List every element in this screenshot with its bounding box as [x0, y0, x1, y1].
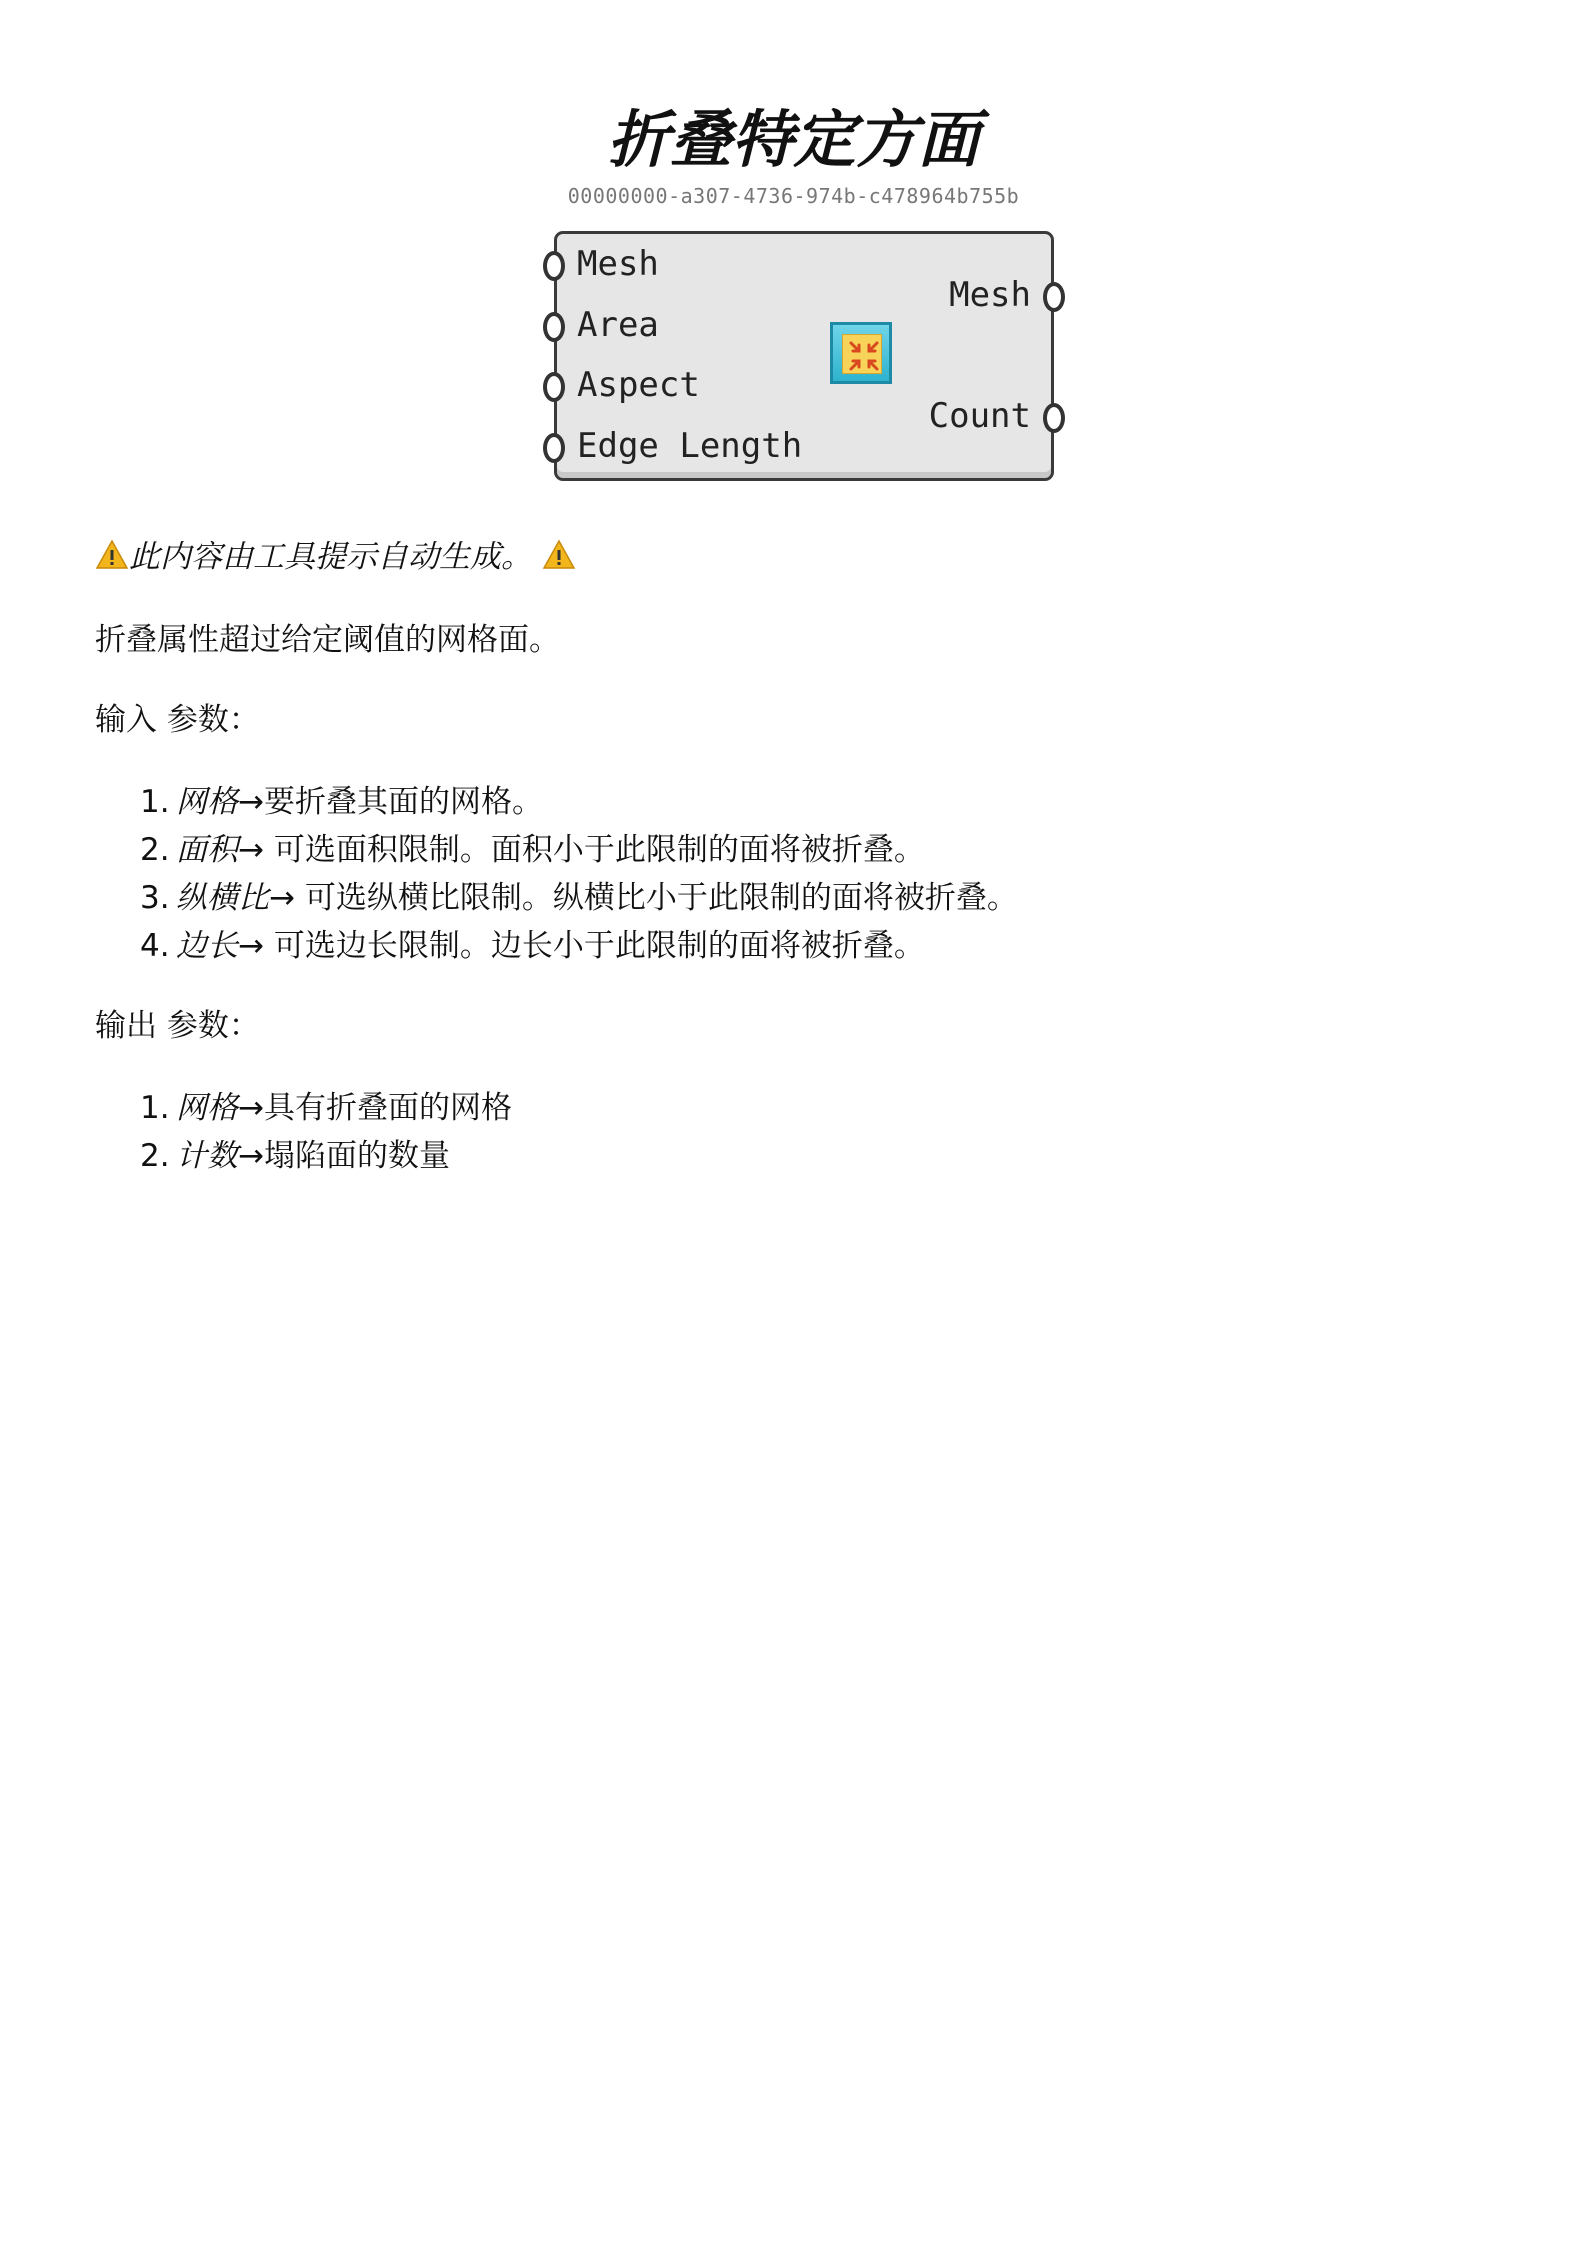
warning-icon: [95, 539, 129, 581]
input-grip-mesh[interactable]: [543, 251, 565, 281]
input-label-area: Area: [577, 305, 659, 345]
warning-icon: [542, 539, 576, 581]
inputs-list: [140, 778, 1018, 970]
inputs-heading: 输入 参数：: [95, 702, 260, 738]
component-description: 折叠属性超过给定阈值的网格面。: [95, 622, 560, 658]
collapse-arrows-icon: [830, 322, 892, 384]
list-item: 1. 网格→要折叠其面的网格。: [140, 784, 543, 820]
input-grip-area[interactable]: [543, 312, 565, 342]
output-grip-count[interactable]: [1043, 403, 1065, 433]
component-guid: 00000000-a307-4736-974b-c478964b755b: [567, 184, 1020, 208]
output-label-mesh: Mesh: [949, 275, 1031, 315]
auto-generated-warning: [95, 537, 576, 581]
outputs-list: [140, 1084, 512, 1180]
input-grip-aspect[interactable]: [543, 372, 565, 402]
list-item: 2. 计数→塌陷面的数量: [140, 1138, 450, 1174]
outputs-heading: 输出 参数：: [95, 1008, 260, 1044]
page-title: 折叠特定方面: [607, 103, 980, 176]
input-grip-edge-length[interactable]: [543, 433, 565, 463]
warning-text: 此内容由工具提示自动生成。: [129, 539, 532, 575]
list-item: 4. 边长→ 可选边长限制。边长小于此限制的面将被折叠。: [140, 928, 925, 964]
input-label-edge-length: Edge Length: [577, 426, 803, 466]
input-label-mesh: Mesh: [577, 244, 659, 284]
list-item: 1. 网格→具有折叠面的网格: [140, 1090, 512, 1126]
list-item: 2. 面积→ 可选面积限制。面积小于此限制的面将被折叠。: [140, 832, 925, 868]
output-label-count: Count: [928, 396, 1031, 436]
grasshopper-component[interactable]: [554, 231, 1054, 481]
output-grip-mesh[interactable]: [1043, 282, 1065, 312]
input-label-aspect: Aspect: [577, 365, 700, 405]
list-item: 3. 纵横比→ 可选纵横比限制。纵横比小于此限制的面将被折叠。: [140, 880, 1018, 916]
